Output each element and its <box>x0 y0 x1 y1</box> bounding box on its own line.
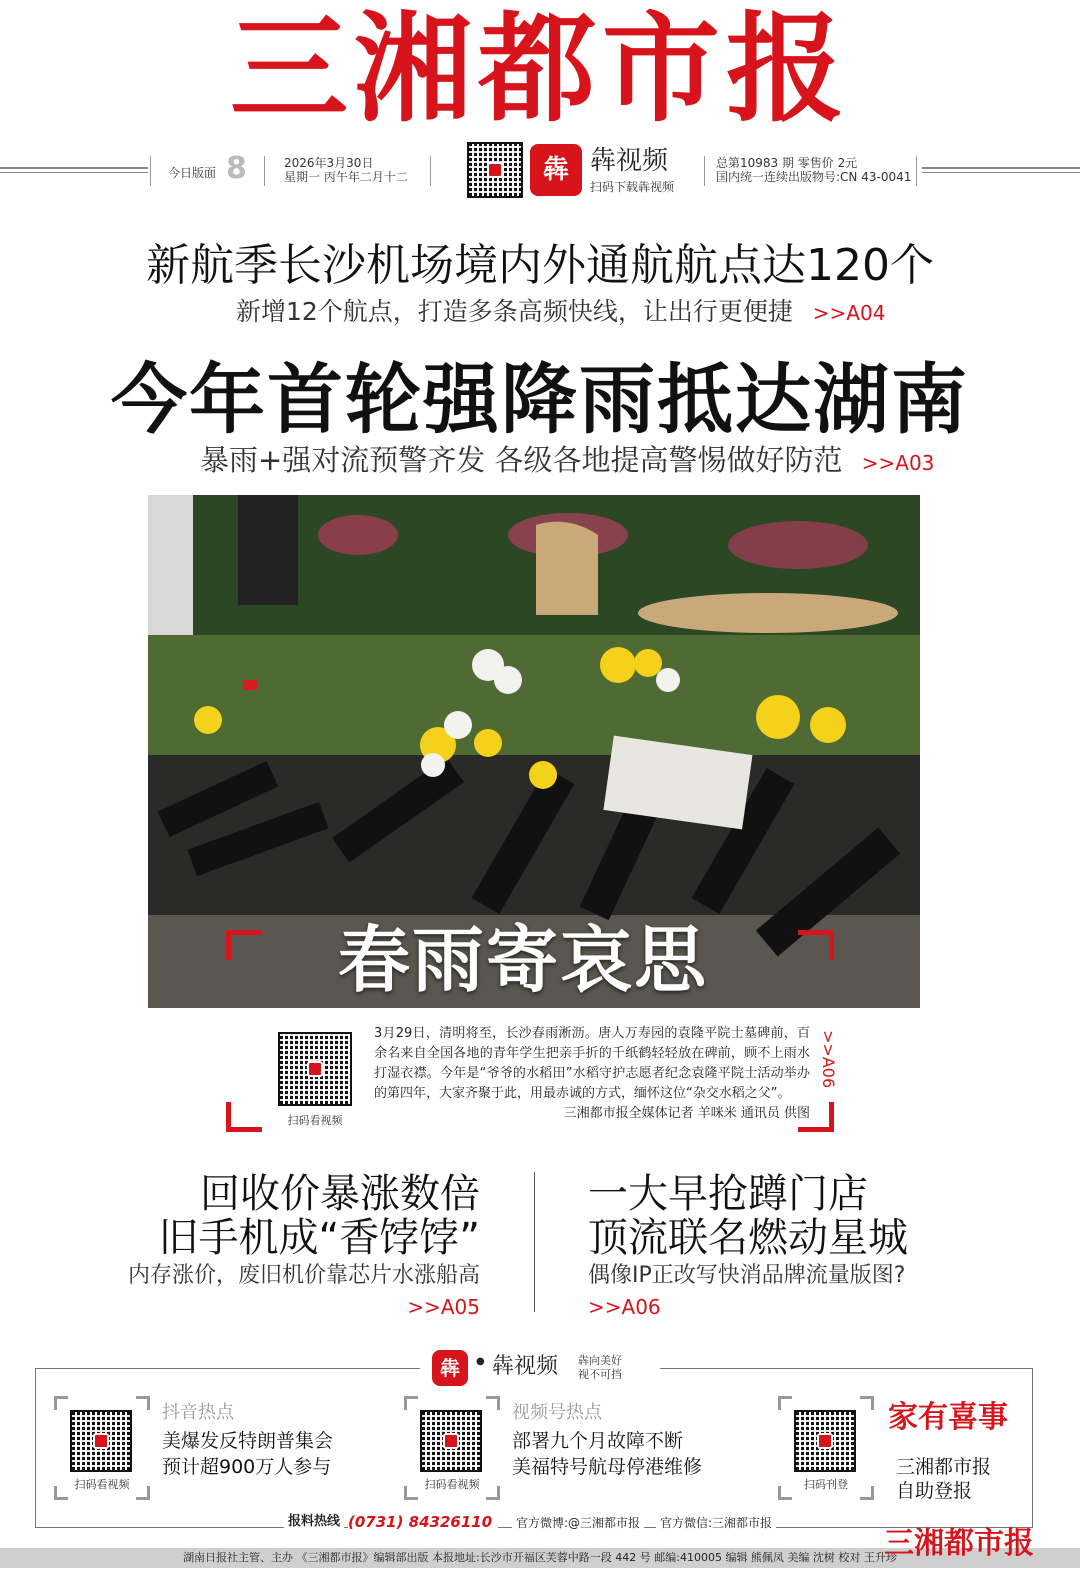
story-idol-collab[interactable] <box>588 1172 1008 1322</box>
subheadline-airport <box>236 294 885 331</box>
subheadline-rainstorm <box>200 440 934 483</box>
weibo-account[interactable]: 官方微博:@三湘都市报 <box>512 1514 644 1532</box>
page-ref-link[interactable]: >>A06 <box>588 1295 661 1319</box>
promo-category: 视频号热点 <box>512 1402 602 1423</box>
register-qr-code[interactable] <box>794 1410 856 1472</box>
frame-corner <box>54 1396 68 1410</box>
separator <box>704 156 705 186</box>
app-logo-icon <box>487 162 503 178</box>
serial-number: 国内统一连续出版物号:CN 43-0041 <box>716 170 912 184</box>
story-phone-recycling[interactable] <box>80 1172 480 1322</box>
separator <box>264 156 265 186</box>
separator <box>150 156 151 186</box>
qr-frame <box>54 1396 150 1500</box>
promo-headline[interactable]: 部署九个月故障不断 <box>512 1430 684 1452</box>
photo-corner-bracket <box>226 930 262 960</box>
qr-label: 扫码看视频 <box>287 1114 343 1127</box>
qr-label: 扫码看视频 <box>424 1478 480 1491</box>
photo-corner-bracket <box>798 930 834 960</box>
photo-caption <box>374 1024 810 1124</box>
page-ref-link[interactable]: >>A06 <box>819 1030 838 1089</box>
hotline-number[interactable]: (0731) 84326110 <box>348 1512 498 1532</box>
dot-icon: ● <box>476 1356 485 1367</box>
hotline-label: 报料热线 <box>284 1512 344 1532</box>
rule-right <box>922 167 1080 169</box>
page-ref-link[interactable]: >>A05 <box>407 1295 480 1319</box>
footer-imprint: 湖南日报社主管、主办 《三湘都市报》编辑部出版 本报地址:长沙市开福区芙蓉中路一段 442 号 邮编:410005 编辑 熊佩凤 美编 沈树 校对 王升珍 <box>183 1551 897 1564</box>
rule-left <box>0 167 148 169</box>
story-divider <box>534 1172 535 1312</box>
today-label: 今日版面 <box>168 166 217 180</box>
promo-brand: 犇视频 <box>492 1354 559 1379</box>
app-tagline: 扫码下载犇视频 <box>590 180 675 194</box>
app-logo-icon: 犇 <box>432 1350 468 1386</box>
masthead-title: 三湘都市报 <box>229 0 850 138</box>
rule-right-thin <box>922 172 1080 173</box>
frame-corner <box>860 1396 874 1410</box>
promo-headline[interactable]: 预计超900万人参与 <box>162 1456 332 1478</box>
issue-date: 2026年3月30日 <box>284 156 374 170</box>
promo-slogan: 犇向美好 <box>578 1354 622 1367</box>
register-text[interactable]: 自助登报 <box>896 1480 973 1502</box>
wechat-channels-qr-code[interactable] <box>420 1410 482 1472</box>
page-count: 8 <box>226 151 247 186</box>
story-headline: 一大早抢蹲门店 <box>588 1171 868 1217</box>
page-ref-link[interactable]: >>A04 <box>812 301 886 325</box>
app-logo-icon <box>817 1433 833 1449</box>
headline-rainstorm[interactable]: 今年首轮强降雨抵达湖南 <box>111 355 969 444</box>
story-headline: 回收价暴涨数倍 <box>200 1171 480 1217</box>
weixin-account[interactable]: 官方微信:三湘都市报 <box>656 1514 776 1532</box>
promo-header <box>420 1350 660 1386</box>
story-headline: 旧手机成“香饽饽” <box>158 1215 480 1261</box>
subheadline-text: 新增12个航点，打造多条高频快线，让出行更便捷 <box>236 297 793 326</box>
qr-frame <box>404 1396 500 1500</box>
frame-corner <box>778 1396 792 1410</box>
qr-label: 扫码刊登 <box>804 1478 848 1491</box>
qr-frame <box>778 1396 874 1500</box>
app-logo-icon: 犇 <box>530 144 582 196</box>
lunar-date: 星期一 丙午年二月十二 <box>284 170 408 184</box>
video-qr-code[interactable] <box>278 1032 352 1106</box>
frame-corner <box>136 1396 150 1410</box>
promo-category: 抖音热点 <box>162 1402 234 1423</box>
douyin-qr-code[interactable] <box>70 1410 132 1472</box>
rule-left-thin <box>0 172 148 173</box>
app-qr-code[interactable] <box>467 142 523 198</box>
info-bar <box>0 146 1080 200</box>
app-logo-icon <box>93 1433 109 1449</box>
qr-label: 扫码看视频 <box>74 1478 130 1491</box>
promo-slogan: 视不可挡 <box>578 1368 622 1381</box>
issue-price: 总第10983 期 零售价 2元 <box>716 156 858 170</box>
register-text[interactable]: 三湘都市报 <box>896 1456 992 1478</box>
frame-corner <box>404 1396 418 1410</box>
app-logo-icon <box>443 1433 459 1449</box>
caption-body: 3月29日，清明将至，长沙春雨淅沥。唐人万寿园的袁隆平院士墓碑前，百余名来自全国各地的青年学生把亲手折的千纸鹤轻轻放在碑前，顾不上雨水打湿衣襟。今年是“爷爷的水稻田”水稻守护志愿者纪念袁隆平院士活动举办的第四年，大家齐聚于此，用最赤诚的方式，缅怀这位“杂交水稻之父”。 <box>374 1026 810 1101</box>
app-name: 犇视频 <box>590 146 669 176</box>
caption-corner-bracket <box>226 1102 262 1132</box>
app-logo-icon <box>307 1061 323 1077</box>
story-subtitle: 内存涨价，废旧机价靠芯片水涨船高 <box>127 1263 480 1288</box>
mini-masthead: 三湘都市报 <box>884 1526 1034 1561</box>
photo-title: 春雨寄哀思 <box>338 918 709 1002</box>
promo-headline[interactable]: 美福特号航母停港维修 <box>512 1456 703 1478</box>
story-subtitle: 偶像IP正改写快消品牌流量版图? <box>588 1263 906 1288</box>
promo-headline[interactable]: 美爆发反特朗普集会 <box>162 1430 334 1452</box>
masthead <box>0 0 1080 140</box>
page-ref-link[interactable]: >>A03 <box>861 451 935 475</box>
xishi-logo: 家有喜事 <box>888 1400 1008 1435</box>
story-headline: 顶流联名燃动星城 <box>588 1215 908 1261</box>
subheadline-text: 暴雨+强对流预警齐发 各级各地提高警惕做好防范 <box>200 443 843 477</box>
separator <box>430 156 431 186</box>
separator <box>916 156 917 186</box>
caption-credit: 三湘都市报全媒体记者 羊咪米 通讯员 供图 <box>563 1106 810 1121</box>
headline-airport[interactable]: 新航季长沙机场境内外通航航点达120个 <box>146 240 934 291</box>
frame-corner <box>486 1396 500 1410</box>
